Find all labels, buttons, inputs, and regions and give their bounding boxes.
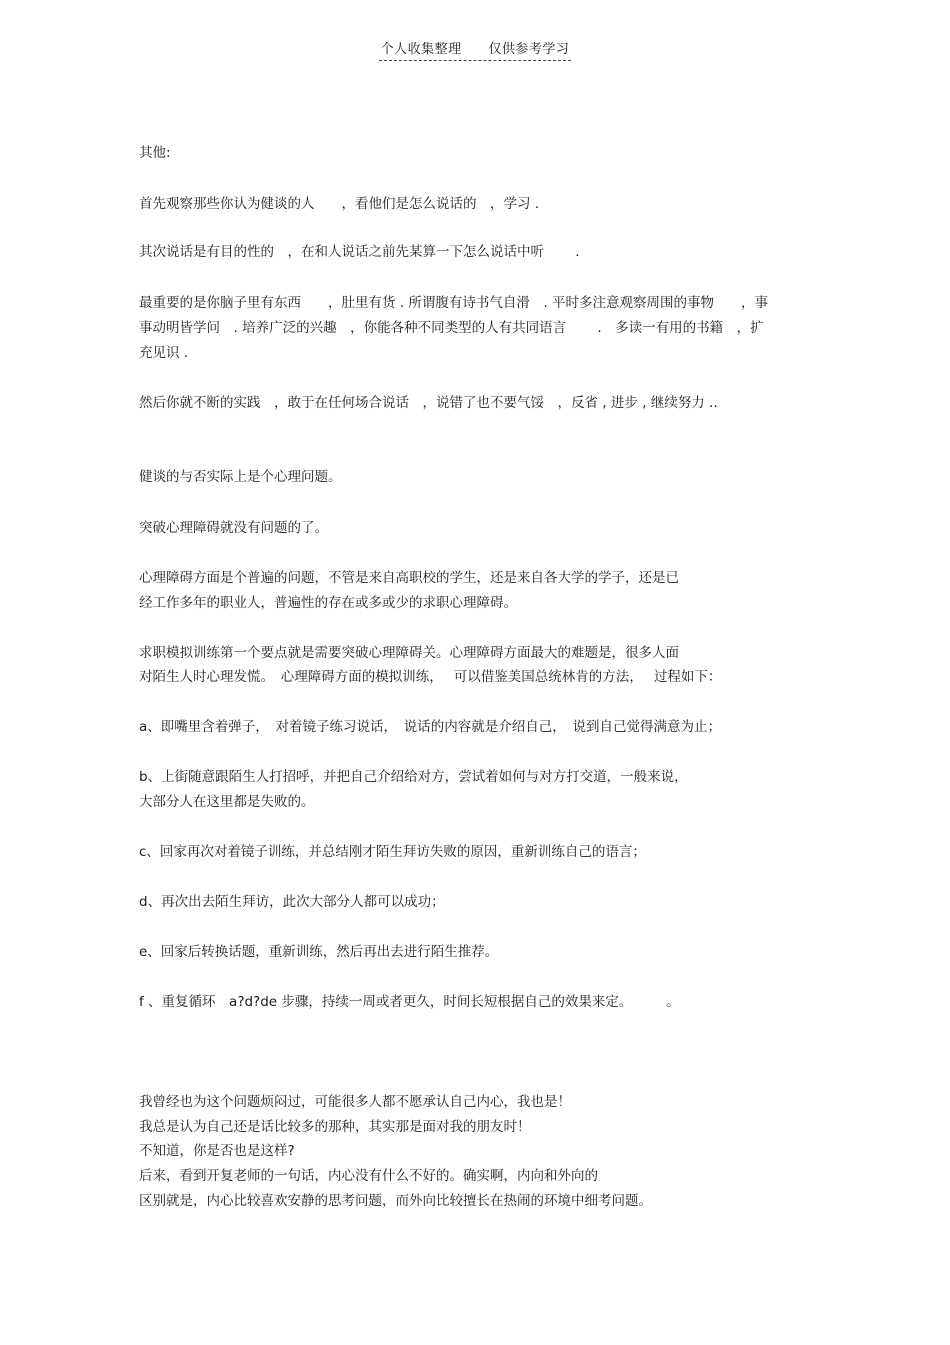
body-line: 首先观察那些你认为健谈的人 ，看他们是怎么说话的 ，学习 . xyxy=(139,196,540,212)
header-underline xyxy=(379,38,572,61)
body-line: 我总是认为自己还是话比较多的那种，其实那是面对我的朋友时！ xyxy=(139,1119,531,1135)
body-line: b、上街随意跟陌生人打招呼，并把自己介绍给对方，尝试着如何与对方打交道，一般来说， xyxy=(139,769,688,785)
body-line: 然后你就不断的实践 ，敢于在任何场合说话 ，说错了也不要气馁 ，反省 , 进步 , 继续努力 .. xyxy=(139,395,718,411)
body-line: 不知道，你是否也是这样? xyxy=(139,1143,295,1159)
body-line: 最重要的是你脑子里有东西 ，肚里有货 . 所谓腹有诗书气自滑 . 平时多注意观察周围的事物 ，事 xyxy=(139,295,768,311)
body-line: 经工作多年的职业人，普遍性的存在或多或少的求职心理障碍。 xyxy=(139,595,517,611)
body-line: 后来，看到开复老师的一句话，内心没有什么不好的。确实啊，内向和外向的 xyxy=(139,1168,598,1184)
body-line: 其他: xyxy=(139,145,171,161)
body-line: c、回家再次对着镜子训练，并总结刚才陌生拜访失败的原因，重新训练自己的语言； xyxy=(139,844,646,860)
body-line: 其次说话是有目的性的 ，在和人说话之前先某算一下怎么说话中听 . xyxy=(139,244,580,260)
body-line: 我曾经也为这个问题烦闷过，可能很多人都不愿承认自己内心，我也是！ xyxy=(139,1094,571,1110)
body-line: 求职模拟训练第一个要点就是需要突破心理障碍关。心理障碍方面最大的难题是，很多人面 xyxy=(139,645,679,661)
body-line: e、回家后转换话题，重新训练，然后再出去进行陌生推荐。 xyxy=(139,944,499,960)
body-line: a、即嘴里含着弹子， 对着镜子练习说话， 说话的内容就是介绍自己， 说到自己觉得满意为止； xyxy=(139,719,722,735)
body-line: 区别就是，内心比较喜欢安静的思考问题，而外向比较擅长在热闹的环境中细考问题。 xyxy=(139,1193,652,1209)
body-line: 健谈的与否实际上是个心理问题。 xyxy=(139,469,342,485)
body-line: f 、重复循环 a?d?de 步骤，持续一周或者更久，时间长短根据自己的效果来定。 。 xyxy=(139,994,680,1010)
body-line: 充见识 . xyxy=(139,345,189,361)
body-line: 大部分人在这里都是失败的。 xyxy=(139,794,315,810)
page-header xyxy=(0,38,950,61)
header-left-text: 个人收集整理 xyxy=(380,42,462,57)
body-line: d、再次出去陌生拜访，此次大部分人都可以成功； xyxy=(139,894,445,910)
body-line: 对陌生人时心理发慌。 心理障碍方面的模拟训练， 可以借鉴美国总统林肯的方法， 过程如下： xyxy=(139,669,722,685)
body-line: 事动明皆学问 . 培养广泛的兴趣 ，你能各种不同类型的人有共同语言 . 多读一有用的书籍 ，扩 xyxy=(139,320,764,336)
body-line: 突破心理障碍就没有问题的了。 xyxy=(139,520,328,536)
body-line: 心理障碍方面是个普遍的问题，不管是来自高职校的学生，还是来自各大学的学子，还是已 xyxy=(139,570,679,586)
header-right-text: 仅供参考学习 xyxy=(488,42,570,57)
